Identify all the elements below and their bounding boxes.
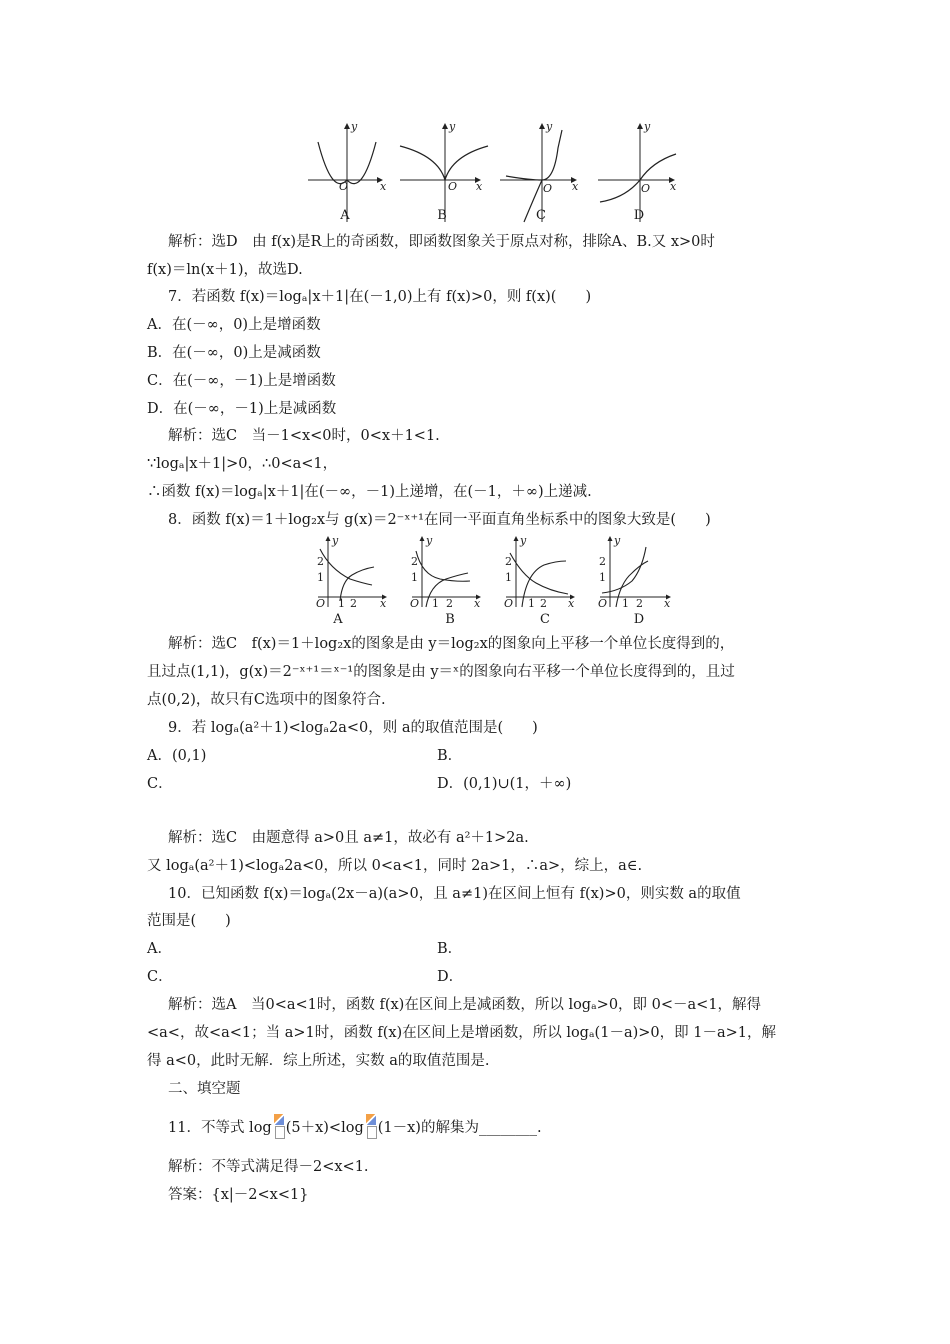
g8c-o: O — [504, 597, 514, 610]
g8c-t1: 1 — [505, 571, 512, 584]
q9-stem: 9．若 logₐ(a²＋1)<logₐ2a<0，则 a的取值范围是( ) — [168, 720, 538, 736]
q7-solution-line3: ∴函数 f(x)＝logₐ|x＋1|在(－∞，－1)上递增，在(－1，＋∞)上递减. — [147, 484, 592, 500]
g1-y: y — [351, 120, 358, 133]
q9-option-c: C． — [147, 776, 173, 792]
q7-option-c: C．在(－∞，－1)上是增函数 — [147, 373, 336, 389]
q8-graphs — [300, 535, 690, 620]
g4-o: O — [641, 182, 651, 195]
q10-solution-line3: 得 a<0，此时无解．综上所述，实数 a的取值范围是. — [147, 1053, 490, 1069]
section-title-fill-in: 二、填空题 — [168, 1081, 241, 1097]
g8a-t2: 2 — [317, 555, 324, 568]
g8a-x1: 1 — [338, 597, 345, 610]
fig2-label-b: B — [445, 612, 455, 627]
q11-solution: 解析：不等式满足得－2<x<1. — [168, 1159, 369, 1175]
g8b-y: y — [426, 534, 433, 547]
fig1-label-b: B — [437, 208, 447, 223]
g8b-t1: 1 — [411, 571, 418, 584]
q10-option-a: A． — [147, 941, 172, 957]
q10-option-c: C． — [147, 969, 173, 985]
q9-solution-line2: 又 logₐ(a²＋1)<logₐ2a<0，所以 0<a<1，同时 2a>1，∴a>，综上，a∈. — [147, 858, 643, 874]
q10-stem-line1: 10．已知函数 f(x)＝logₐ(2x－a)(a>0，且 a≠1)在区间上恒有 f(x)>0，则实数 a的取值 — [168, 886, 741, 902]
q11-stem-mid2: (1－x)的解集为________. — [377, 1120, 542, 1136]
q11-answer: 答案：{x|－2<x<1} — [168, 1187, 309, 1203]
q7-option-a: A．在(－∞，0)上是增函数 — [147, 317, 321, 333]
q7-stem: 7．若函数 f(x)＝logₐ|x＋1|在(－1,0)上有 f(x)>0，则 f(x)( ) — [168, 289, 592, 305]
q10-option-d: D． — [437, 969, 464, 985]
q7-option-b: B．在(－∞，0)上是减函数 — [147, 345, 321, 361]
q11-stem-pre: 11．不等式 log — [168, 1120, 272, 1136]
g8c-x1: 1 — [528, 597, 535, 610]
g1-o: O — [339, 180, 349, 193]
q9-option-a: A．(0,1) — [147, 748, 207, 764]
q10-solution-line2: <a<，故<a<1；当 a>1时，函数 f(x)在区间上是增函数，所以 logₐ(1－a)>0，即 1－a>1，解 — [147, 1025, 776, 1041]
g2-o: O — [448, 180, 458, 193]
g8d-t1: 1 — [599, 571, 606, 584]
g8d-t2: 2 — [599, 555, 606, 568]
g8a-t1: 1 — [317, 571, 324, 584]
g8b-x: x — [474, 597, 481, 610]
g8b-o: O — [410, 597, 420, 610]
q7-option-d: D．在(－∞，－1)上是减函数 — [147, 401, 337, 417]
fig1-label-d: D — [633, 208, 645, 223]
fig1-label-a: A — [340, 208, 350, 223]
q9-option-d: D．(0,1)∪(1，＋∞) — [437, 776, 572, 792]
g2-x: x — [476, 180, 483, 193]
g8a-o: O — [316, 597, 326, 610]
q8-stem: 8．函数 f(x)＝1＋log₂x与 g(x)＝2⁻ˣ⁺¹在同一平面直角坐标系中的图象大致是( ) — [168, 512, 711, 528]
q7-solution-line1: 解析：选C 当－1<x<0时，0<x＋1<1. — [168, 428, 440, 444]
g4-y: y — [644, 120, 651, 133]
g3-x: x — [572, 180, 579, 193]
q8-solution-line2: 且过点(1,1)，g(x)＝2⁻ˣ⁺¹＝ˣ⁻¹的图象是由 y＝ˣ的图象向右平移一个单位长度得到的，且过 — [147, 664, 735, 680]
q9-solution-line1: 解析：选C 由题意得 a>0且 a≠1，故必有 a²＋1>2a. — [168, 830, 529, 846]
g8a-x2: 2 — [350, 597, 357, 610]
broken-formula-icon — [365, 1114, 377, 1138]
g4-x: x — [670, 180, 677, 193]
q8-figure — [300, 535, 690, 620]
g1-x: x — [380, 180, 387, 193]
g8c-t2: 2 — [505, 555, 512, 568]
g8b-t2: 2 — [411, 555, 418, 568]
q7-solution-line2: ∵logₐ|x＋1|>0，∴0<a<1， — [147, 456, 338, 472]
g8b-x1: 1 — [432, 597, 439, 610]
graph8-d — [600, 537, 670, 607]
fig2-label-a: A — [333, 612, 343, 627]
g8a-y: y — [332, 534, 339, 547]
g8d-x2: 2 — [636, 597, 643, 610]
q10-solution-line1: 解析：选A 当0<a<1时，函数 f(x)在区间上是减函数，所以 logₐ>0，即 0<－a<1，解得 — [168, 997, 762, 1013]
g8c-x2: 2 — [540, 597, 547, 610]
q11-stem-mid1: (5＋x)<log — [285, 1120, 364, 1136]
q9-option-b: B． — [437, 748, 463, 764]
g3-o: O — [543, 182, 553, 195]
q6-solution-line2: f(x)＝ln(x＋1)，故选D. — [147, 262, 303, 278]
g3-y: y — [546, 120, 553, 133]
q10-stem-line2: 范围是( ) — [147, 913, 231, 929]
fig1-label-c: C — [536, 208, 546, 223]
g8c-x: x — [568, 597, 575, 610]
q6-solution-line1: 解析：选D 由 f(x)是R上的奇函数，即函数图象关于原点对称，排除A、B.又 x>0时 — [168, 234, 715, 250]
g8d-x: x — [664, 597, 671, 610]
q8-solution-line3: 点(0,2)，故只有C选项中的图象符合. — [147, 692, 386, 708]
fig2-label-c: C — [540, 612, 550, 627]
q11-stem — [168, 1114, 542, 1138]
g8b-x2: 2 — [446, 597, 453, 610]
g8d-y: y — [614, 534, 621, 547]
g8d-x1: 1 — [622, 597, 629, 610]
g2-y: y — [449, 120, 456, 133]
g8a-x: x — [380, 597, 387, 610]
broken-formula-icon — [273, 1114, 285, 1138]
g8d-o: O — [598, 597, 608, 610]
q10-option-b: B． — [437, 941, 463, 957]
fig2-label-d: D — [633, 612, 645, 627]
q8-solution-line1: 解析：选C f(x)＝1＋log₂x的图象是由 y＝log₂x的图象向上平移一个单位长度得到的， — [168, 636, 735, 652]
g8c-y: y — [520, 534, 527, 547]
